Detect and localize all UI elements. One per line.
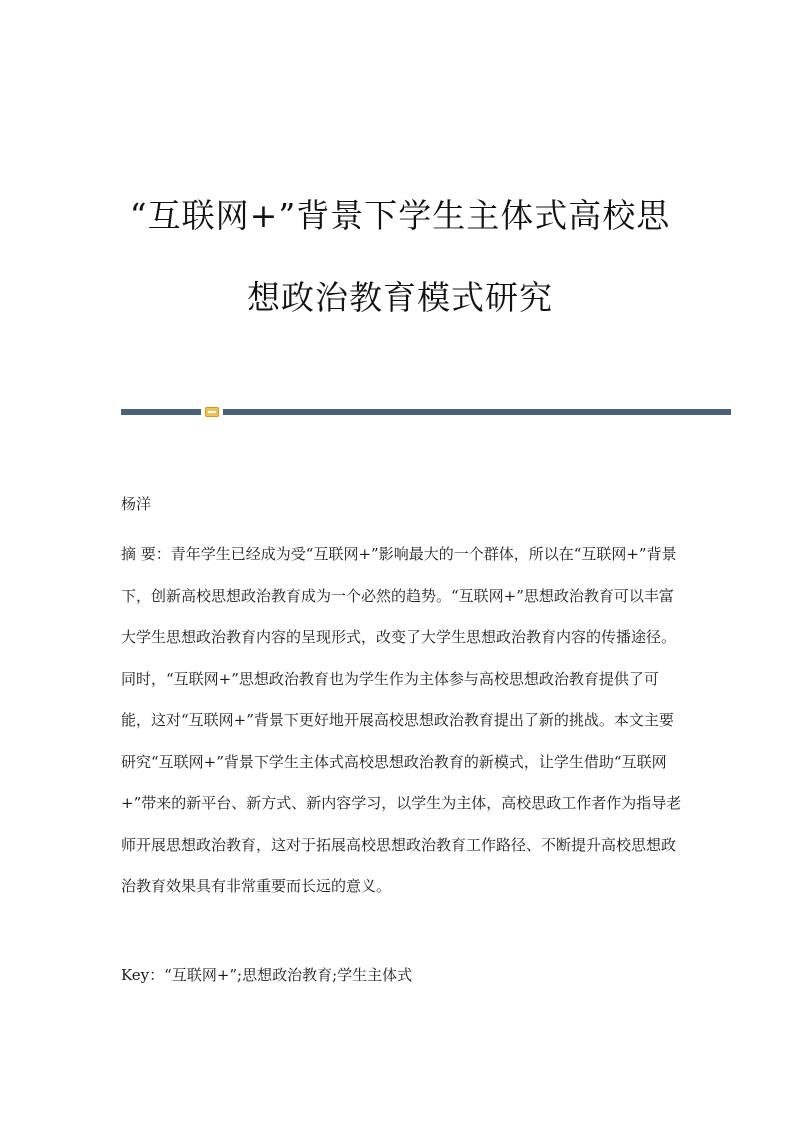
abstract-paragraph bbox=[121, 534, 683, 908]
keywords-text: “互联网+”;思想政治教育;学生主体式 bbox=[164, 966, 413, 984]
title-line-1: “互联网+”背景下学生主体式高校思 bbox=[129, 196, 671, 235]
divider-bar-left bbox=[121, 409, 201, 415]
title-line-2: 想政治教育模式研究 bbox=[247, 278, 553, 317]
divider-bar-right bbox=[223, 409, 731, 415]
abstract-text: 青年学生已经成为受“互联网+”影响最大的一个群体，所以在“互联网+”背景下，创新高校思想政治教育成为一个必然的趋势。“互联网+”思想政治教育可以丰富大学生思想政治教育内容的呈现形式，改变了大学生思想政治教育内容的传播途径。同时，“互联网+”思想政治教育也为学生作为主体参与高校思想政治教育提供了可能，这对“互联网+”背景下更好地开展高校思想政治教育提出了新的挑战。本文主要研究“互联网+”背景下学生主体式高校思想政治教育的新模式，让学生借助“互联网+”带来的新平台、新方式、新内容学习，以学生为主体，高校思政工作者作为指导老师开展思想政治教育，这对于拓展高校思想政治教育工作路径、不断提升高校思想政治教育效果具有非常重要而长远的意义。 bbox=[121, 545, 682, 895]
keywords-label: Key： bbox=[121, 966, 165, 984]
title-divider bbox=[121, 408, 731, 416]
book-icon bbox=[205, 407, 219, 417]
keywords-line bbox=[121, 964, 683, 985]
author-name: 杨洋 bbox=[121, 495, 152, 513]
abstract-label: 摘 要： bbox=[121, 545, 171, 563]
